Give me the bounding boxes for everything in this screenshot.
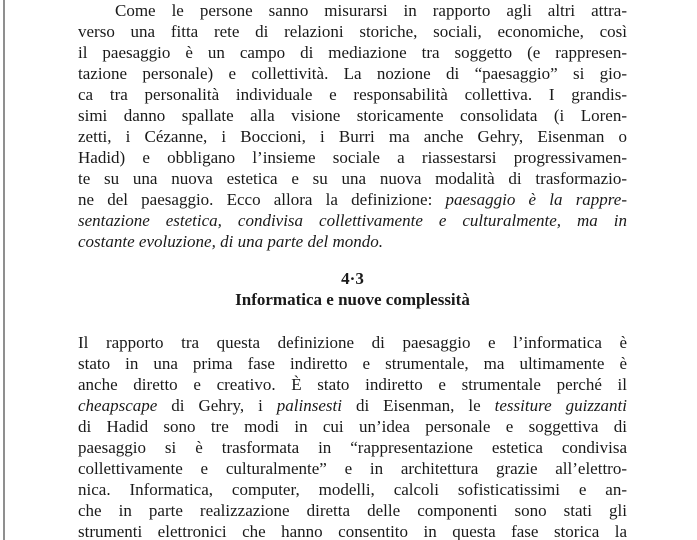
body-text: zetti, i Cézanne, i Boccioni, i Burri ma anche Gehry, Eisenman o <box>78 127 627 146</box>
body-text: te su una nuova estetica e su una nuova modalità di trasformazio- <box>78 169 627 188</box>
text-line <box>78 210 627 231</box>
section-heading <box>78 268 627 310</box>
body-text: Come le persone sanno misurarsi in rapporto agli altri attra- <box>115 1 627 20</box>
text-line <box>78 63 627 84</box>
text-line <box>78 147 627 168</box>
text-line <box>78 84 627 105</box>
text-line <box>78 479 627 500</box>
text-line <box>78 168 627 189</box>
text-line <box>78 21 627 42</box>
italic-text: costante evoluzione, di una parte del mondo. <box>78 232 384 251</box>
body-text: Il rapporto tra questa definizione di paesaggio e l’informatica è <box>78 333 627 352</box>
paragraph-body <box>78 332 627 540</box>
body-text: il paesaggio è un campo di mediazione tra soggetto (e rappresen- <box>78 43 627 62</box>
text-line <box>78 374 627 395</box>
body-text: di Eisenman, le <box>341 396 495 415</box>
body-text: ne del paesaggio. Ecco allora la definizione: <box>78 190 446 209</box>
body-text: tazione personale) e collettività. La nozione di “paesaggio” si gio- <box>78 64 627 83</box>
body-text: anche diretto e creativo. È stato indiretto e strumentale perché il <box>78 375 627 394</box>
text-line <box>78 42 627 63</box>
italic-text: tessiture guizzanti <box>494 396 628 415</box>
body-text: paesaggio si è trasformata in “rappresentazione estetica condivisa <box>78 438 627 457</box>
text-line <box>78 395 627 416</box>
text-line <box>78 500 627 521</box>
section-number: 4·3 <box>341 269 364 288</box>
body-text: collettivamente e culturalmente” e in architettura grazie all’elettro- <box>78 459 627 478</box>
section-title: Informatica e nuove complessità <box>235 290 470 309</box>
text-line <box>78 458 627 479</box>
body-text: simi danno spallate alla visione storicamente consolidata (i Loren- <box>78 106 627 125</box>
body-text: strumenti elettronici che hanno consentito in questa fase storica la <box>78 522 627 540</box>
body-text: di Hadid sono tre modi in cui un’idea personale e soggettiva di <box>78 417 627 436</box>
body-text: ca tra personalità individuale e responsabilità collettiva. I grandis- <box>78 85 627 104</box>
italic-text: paesaggio è la rappre- <box>445 190 628 209</box>
body-text: verso una fitta rete di relazioni storiche, sociali, economiche, così <box>78 22 627 41</box>
text-line <box>78 521 627 540</box>
text-line <box>78 332 627 353</box>
italic-text: cheapscape <box>78 396 158 415</box>
text-line <box>78 416 627 437</box>
text-line <box>78 353 627 374</box>
text-line <box>78 0 627 21</box>
text-line <box>78 437 627 458</box>
body-text: di Gehry, i <box>157 396 277 415</box>
text-block <box>78 0 627 540</box>
body-text: stato in una prima fase indiretto e strumentale, ma ultimamente è <box>78 354 627 373</box>
text-line <box>78 105 627 126</box>
body-text: Hadid) e obbligano l’insieme sociale a riassestarsi progressivamen- <box>78 148 627 167</box>
text-line <box>78 231 627 252</box>
body-text: nica. Informatica, computer, modelli, calcoli sofisticatissimi e an- <box>78 480 627 499</box>
italic-text: sentazione estetica, condivisa collettivamente e culturalmente, ma in <box>78 211 627 230</box>
paragraph-intro <box>78 0 627 252</box>
text-line <box>78 189 627 210</box>
text-line <box>78 126 627 147</box>
page-edge-rule <box>3 0 5 540</box>
italic-text: palinsesti <box>276 396 342 415</box>
body-text: che in parte realizzazione diretta delle componenti sono stati gli <box>78 501 627 520</box>
